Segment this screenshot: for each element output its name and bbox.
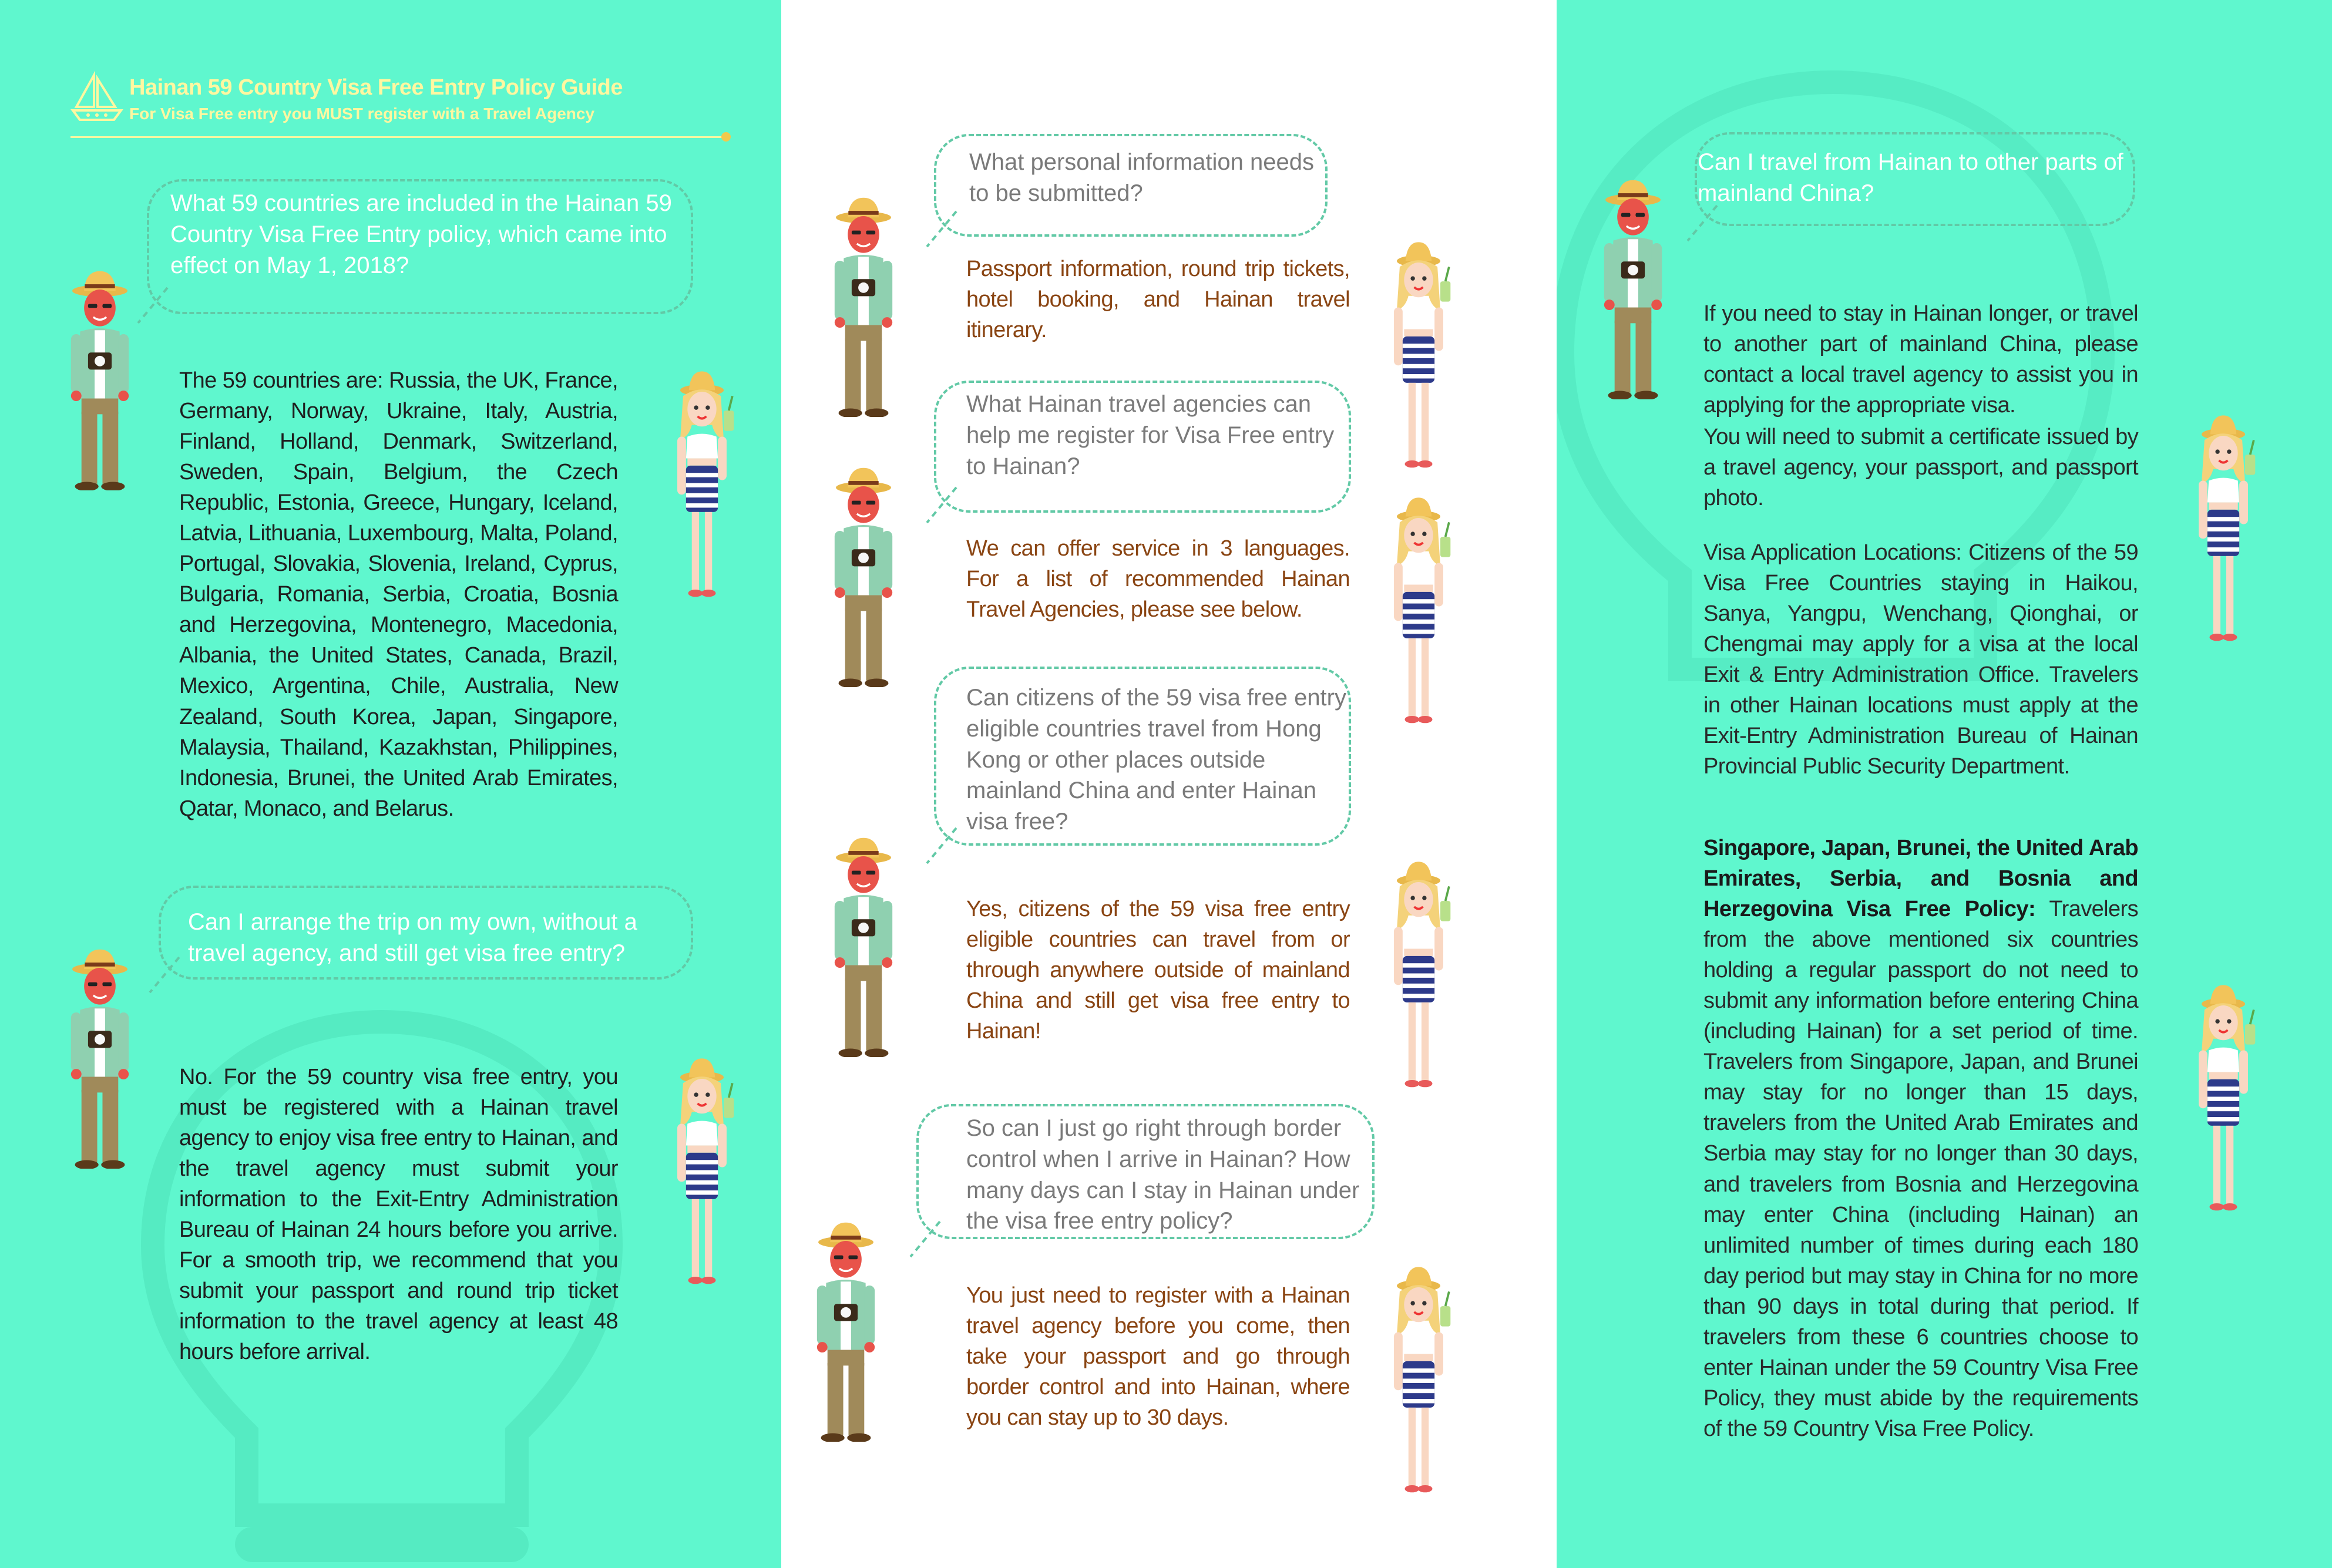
middle-panel (781, 0, 1557, 1568)
traveler-woman-icon (2173, 411, 2273, 643)
page-title: Hainan 59 Country Visa Free Entry Policy Guide (129, 75, 623, 100)
left-panel (0, 0, 781, 1568)
question-2-text: Can I arrange the trip on my own, without a travel agency, and still get visa free entry? (188, 909, 637, 966)
bubble-tail-icon (921, 206, 968, 253)
answer-4-text: We can offer service in 3 languages. For a list of recommended Hainan Travel Agencies, please see below. (966, 536, 1350, 623)
question-6-text: So can I just go right through border control when I arrive in Hainan? How many days can I stay in Hainan under the visa free entry policy? (966, 1115, 1360, 1234)
traveler-woman-icon (652, 367, 752, 599)
page-subtitle: For Visa Free entry you MUST register with a Travel Agency (129, 105, 595, 123)
answer-1-text: The 59 countries are: Russia, the UK, France, Germany, Norway, Ukraine, Italy, Austria, Finland, Holland, Denmark, Switzerland, Sweden, Spain, Belgium, the Czech Republic, Estonia, Greece, Hungary, Iceland, Latvia, Lithuania, Luxembourg, Malta, Poland, Portugal, Slovakia, Slovenia, Ireland, Cyprus, Bulgaria, Romania, Serbia, Croatia, Bosnia and Herzegovina, Montenegro, Macedonia, Albania, the United States, Canada, Brazil, Mexico, Argentina, Chile, Australia, New Zealand, South Korea, Japan, Singapore, Malaysia, Thailand, Kazakhstan, Philippines, Indonesia, Brunei, the United Arab Emirates, Qatar, Monaco, and Belarus. (179, 368, 618, 821)
traveler-woman-icon (1369, 493, 1469, 725)
traveler-man-icon (822, 464, 905, 687)
policy-body: Travelers from the above mentioned six countries holding a regular passport do not need to submit any information before entering China (including Hainan) for a set period of time. Travelers from Singapore, Japan, and Brunei may stay for no longer than 15 days, travelers from the United Arab Emirates and Serbia may stay for no longer than 30 days, and travelers from Bosnia and Herzegovina may enter China (including Hainan) an unlimited number of times during each 180 day period but may stay in China for no more than 90 days in total during that period. If travelers from these 6 countries choose to enter Hainan under the 59 Country Visa Free Policy, they must abide by the requirements of the 59 Country Visa Free Policy. (1703, 897, 2138, 1441)
answer-6-text: You just need to register with a Hainan travel agency before you come, then take your passport and go through border control and into Hainan, where you can stay up to 30 days. (966, 1283, 1350, 1431)
question-3-text: What personal information needs to be submitted? (969, 149, 1314, 206)
traveler-woman-icon (652, 1054, 752, 1286)
right-panel (1557, 0, 2332, 1568)
question-1-text: What 59 countries are included in the Hainan 59 Country Visa Free Entry policy, which came into effect on May 1, 2018? (170, 190, 672, 278)
bubble-tail-icon (144, 951, 191, 998)
header-divider (70, 136, 728, 138)
traveler-man-icon (1592, 176, 1674, 399)
question-7-text: Can I travel from Hainan to other parts of mainland China? (1698, 149, 2123, 206)
traveler-man-icon (822, 834, 905, 1057)
traveler-woman-icon (1369, 238, 1469, 470)
traveler-woman-icon (2173, 981, 2273, 1213)
answer-2-text: No. For the 59 country visa free entry, you must be registered with a Hainan travel agency to enjoy visa free entry to Hainan, and the travel agency must submit your information to the Exit-Entry Administration Bureau of Hainan 24 hours before you arrive. For a smooth trip, we recommend that you submit your passport and round trip ticket information to the travel agency at least 48 hours before arrival. (179, 1065, 618, 1365)
answer-5-text: Yes, citizens of the 59 visa free entry eligible countries can travel from or through anywhere outside of mainland China and still get visa free entry to Hainan! (966, 897, 1350, 1044)
answer-8-text: Visa Application Locations: Citizens of the 59 Visa Free Countries staying in Haikou, Sanya, Yangpu, Wenchang, Qionghai, or Chengmai may apply for a visa at the local Exit & Entry Administration Office. Travelers in other Hainan locations must apply at the Exit-Entry Administration Bureau of Hainan Provincial Public Security Department. (1703, 540, 2138, 779)
bubble-tail-icon (921, 482, 968, 529)
policy-heading: Singapore, Japan, Brunei, the United Arab Emirates, Serbia, and Bosnia and Herzegovina Visa Free Policy: (1703, 836, 2138, 922)
answer-7b-text: You will need to submit a certificate issued by a travel agency, your passport, and passport photo. (1703, 425, 2138, 511)
header-divider-dot (721, 132, 731, 142)
answer-9-text (1703, 833, 2138, 1444)
question-4-text: What Hainan travel agencies can help me register for Visa Free entry to Hainan? (966, 391, 1335, 479)
question-5-text: Can citizens of the 59 visa free entry eligible countries travel from Hong Kong or other places outside mainland China and enter Hainan visa free? (966, 685, 1346, 835)
traveler-woman-icon (1369, 1263, 1469, 1495)
traveler-man-icon (822, 194, 905, 417)
bubble-tail-icon (905, 1216, 952, 1263)
traveler-man-icon (805, 1219, 887, 1442)
traveler-man-icon (59, 267, 141, 490)
bubble-tail-icon (921, 822, 968, 869)
traveler-man-icon (59, 945, 141, 1169)
traveler-woman-icon (1369, 857, 1469, 1089)
sailboat-icon (70, 70, 123, 123)
answer-7-text: If you need to stay in Hainan longer, or travel to another part of mainland China, please contact a local travel agency to assist you in applying for the appropriate visa. (1703, 301, 2138, 418)
answer-3-text: Passport information, round trip tickets, hotel booking, and Hainan travel itinerary. (966, 257, 1350, 343)
